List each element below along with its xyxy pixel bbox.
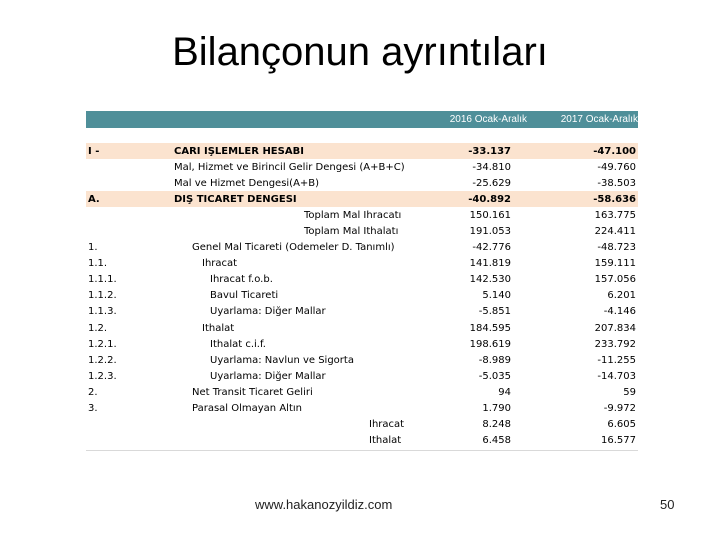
table-row (86, 191, 638, 207)
row-label: İthalat c.i.f. (210, 338, 266, 350)
value-2016: 184.595 (469, 322, 511, 334)
table-row (86, 175, 638, 191)
balance-table (86, 111, 638, 451)
value-2017: -38.503 (597, 177, 636, 189)
row-label: İthalat (202, 322, 235, 334)
value-2017: 6.605 (607, 419, 636, 431)
value-2016: -40.892 (468, 193, 511, 205)
row-label: Toplam Mal İhracatı (304, 209, 402, 221)
row-label: Uyarlama: Diğer Mallar (210, 306, 326, 318)
row-code: 1.2.1. (88, 338, 117, 350)
value-2016: 141.819 (469, 258, 511, 270)
value-2017: 59 (623, 386, 636, 398)
value-2016: -5.851 (478, 306, 511, 318)
row-label: DIŞ TİCARET DENGESİ (174, 193, 297, 205)
value-2016: -25.629 (472, 177, 511, 189)
table-row (86, 304, 638, 320)
row-label: İthalat (369, 435, 402, 447)
value-2017: -48.723 (597, 242, 636, 254)
table-row (86, 352, 638, 368)
value-2016: 198.619 (469, 338, 511, 350)
row-label: Bavul Ticareti (210, 290, 279, 302)
row-code: 1.2.3. (88, 370, 117, 382)
value-2017: -58.636 (593, 193, 636, 205)
row-label: Uyarlama: Navlun ve Sigorta (210, 354, 354, 366)
table-bottom-rule (86, 450, 638, 451)
value-2017: 157.056 (594, 274, 636, 286)
slide-title: Bilançonun ayrıntıları (172, 30, 548, 74)
row-label: Toplam Mal İthalatı (304, 226, 399, 238)
value-2016: -5.035 (478, 370, 511, 382)
header-gap (86, 128, 638, 143)
value-2017: 224.411 (594, 226, 636, 238)
row-code: 1.1.3. (88, 306, 117, 318)
value-2016: 191.053 (469, 226, 511, 238)
table-row (86, 336, 638, 352)
value-2017: 207.834 (594, 322, 636, 334)
row-label: Mal, Hizmet ve Birincil Gelir Dengesi (A+B+C) (174, 161, 405, 173)
table-row (86, 240, 638, 256)
table-row (86, 417, 638, 433)
value-2017: 16.577 (601, 435, 636, 447)
row-code: 1.2. (88, 322, 108, 334)
value-2017: -14.703 (597, 370, 636, 382)
table-body (86, 143, 638, 449)
value-2016: 8.248 (482, 419, 511, 431)
table-row (86, 401, 638, 417)
value-2016: -34.810 (472, 161, 511, 173)
value-2017: -11.255 (597, 354, 636, 366)
value-2017: 6.201 (607, 290, 636, 302)
value-2016: 5.140 (482, 290, 511, 302)
row-code: 1.1.1. (88, 274, 117, 286)
table-row (86, 272, 638, 288)
row-label: İhracat (369, 419, 405, 431)
value-2017: -9.972 (603, 403, 636, 415)
value-2016: 1.790 (482, 403, 511, 415)
value-2017: -47.100 (593, 145, 636, 157)
row-code: 1.1.2. (88, 290, 117, 302)
value-2017: 233.792 (594, 338, 636, 350)
row-code: 1. (88, 242, 98, 254)
header-2017: 2017 Ocak-Aralık (560, 114, 638, 125)
header-2016: 2016 Ocak-Aralık (449, 114, 527, 125)
row-code: 1.2.2. (88, 354, 117, 366)
row-label: CARİ İŞLEMLER HESABI (174, 145, 304, 157)
row-code: 3. (88, 403, 98, 415)
row-code: I - (88, 145, 100, 157)
value-2016: -8.989 (478, 354, 511, 366)
table-row (86, 368, 638, 384)
row-label: Parasal Olmayan Altın (192, 403, 302, 415)
table-row (86, 288, 638, 304)
row-label: İhracat (202, 258, 238, 270)
value-2017: 159.111 (594, 258, 636, 270)
table-row (86, 256, 638, 272)
row-label: İhracat f.o.b. (210, 274, 273, 286)
row-label: Mal ve Hizmet Dengesi(A+B) (174, 177, 320, 189)
value-2016: 142.530 (469, 274, 511, 286)
row-code: 1.1. (88, 258, 108, 270)
value-2016: -42.776 (472, 242, 511, 254)
table-row (86, 207, 638, 223)
page-number: 50 (660, 497, 675, 512)
row-label: Genel Mal Ticareti (Ödemeler D. Tanımlı) (192, 242, 395, 254)
value-2017: -49.760 (597, 161, 636, 173)
value-2016: 6.458 (482, 435, 511, 447)
value-2017: 163.775 (594, 209, 636, 221)
table-row (86, 223, 638, 239)
table-row (86, 159, 638, 175)
table-row (86, 320, 638, 336)
row-code: 2. (88, 386, 98, 398)
table-header (86, 111, 638, 128)
value-2017: -4.146 (603, 306, 636, 318)
value-2016: 150.161 (469, 209, 511, 221)
row-code: A. (88, 193, 100, 205)
footer-url: www.hakanozyildiz.com (255, 497, 393, 512)
row-label: Uyarlama: Diğer Mallar (210, 370, 326, 382)
table-row (86, 433, 638, 449)
row-label: Net Transit Ticaret Geliri (192, 386, 313, 398)
value-2016: -33.137 (468, 145, 511, 157)
table-row (86, 143, 638, 159)
value-2016: 94 (498, 386, 511, 398)
table-row (86, 384, 638, 400)
